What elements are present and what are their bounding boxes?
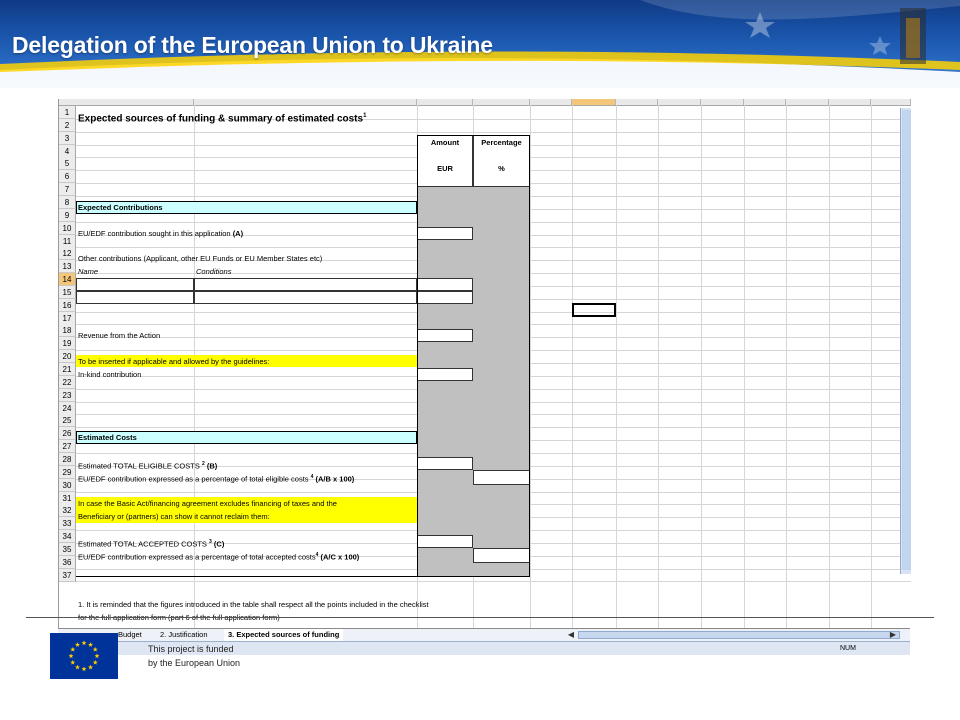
column-header[interactable]	[871, 99, 911, 105]
expected-contributions-label: Expected Contributions	[78, 203, 163, 212]
column-header[interactable]	[417, 99, 473, 105]
row-number[interactable]: 15	[59, 286, 76, 299]
slide-divider	[26, 617, 934, 618]
scroll-left-icon[interactable]: ◀	[567, 630, 575, 639]
other-contrib-conditions-row12[interactable]	[194, 278, 417, 291]
row-number[interactable]: 5	[59, 157, 76, 170]
table-bottom-border	[76, 576, 530, 577]
eu-contribution-label: EU/EDF contribution sought in this application (A)	[78, 229, 244, 238]
spreadsheet[interactable]	[58, 99, 911, 639]
amount-unit: EUR	[437, 164, 453, 173]
row-number[interactable]: 2	[59, 119, 76, 132]
horizontal-scrollbar[interactable]	[578, 631, 900, 639]
row-number[interactable]: 6	[59, 170, 76, 183]
column-header[interactable]	[572, 99, 616, 105]
banner-title: Delegation of the European Union to Ukraine	[12, 32, 493, 58]
percentage-header: Percentage	[481, 138, 522, 147]
row-number[interactable]: 8	[59, 196, 76, 209]
column-header[interactable]	[744, 99, 786, 105]
tab-budget[interactable]: Budget	[118, 630, 142, 639]
row-number[interactable]: 21	[59, 363, 76, 376]
eu-star-icon	[88, 665, 93, 670]
row-number[interactable]: 33	[59, 517, 76, 530]
scroll-right-icon[interactable]: ▶	[889, 630, 897, 639]
row-number[interactable]: 18	[59, 324, 76, 337]
column-header[interactable]	[616, 99, 658, 105]
eu-star-icon	[95, 653, 100, 658]
other-contrib-name-row12[interactable]	[76, 278, 194, 291]
eu-star-icon	[75, 642, 80, 647]
eu-pct-accepted-label: EU/EDF contribution expressed as a percentage of total accepted costs$^4$ (A/C x 100)	[78, 552, 360, 562]
row-number[interactable]: 17	[59, 312, 76, 325]
table-outer-border	[417, 135, 530, 577]
row-number[interactable]: 20	[59, 350, 76, 363]
other-contributions-label: Other contributions (Applicant, other EU Funds or EU Member States etc)	[78, 254, 323, 263]
eu-flag-icon	[50, 633, 118, 679]
row-number[interactable]: 1	[59, 106, 76, 119]
row-number[interactable]: 28	[59, 453, 76, 466]
column-gridline	[701, 105, 702, 639]
column-gridline	[744, 105, 745, 639]
column-header[interactable]	[194, 99, 417, 105]
vertical-scroll-thumb[interactable]	[902, 110, 911, 570]
header-banner	[0, 0, 960, 88]
eu-star-icon	[82, 666, 87, 671]
column-header[interactable]	[829, 99, 871, 105]
row-number[interactable]: 12	[59, 247, 76, 260]
other-contrib-conditions-row13[interactable]	[194, 291, 417, 304]
column-gridline	[616, 105, 617, 639]
funding-line2: by the European Union	[148, 658, 241, 668]
row-number[interactable]: 25	[59, 414, 76, 427]
row-number[interactable]: 37	[59, 569, 76, 582]
eu-star-icon	[93, 647, 98, 652]
eu-star-icon	[82, 640, 87, 645]
eu-star-icon	[69, 653, 74, 658]
eu-pct-eligible-label: EU/EDF contribution expressed as a percentage of total eligible costs $^4$ (A/B x 100)	[78, 474, 355, 484]
sheet-title: Expected sources of funding & summary of estimated costs$^1$	[78, 113, 367, 125]
column-header[interactable]	[658, 99, 701, 105]
eu-star-icon	[70, 660, 75, 665]
col-name-label: Name	[78, 267, 99, 276]
col-conditions-label: Conditions	[196, 267, 232, 276]
column-header[interactable]	[530, 99, 572, 105]
eu-star-icon	[70, 647, 75, 652]
column-gridline	[658, 105, 659, 639]
vertical-scrollbar[interactable]	[900, 108, 911, 574]
row-number[interactable]: 11	[59, 235, 76, 248]
eu-star-icon	[88, 642, 93, 647]
column-header-row	[59, 99, 911, 106]
revenue-label: Revenue from the Action	[78, 331, 161, 340]
row-number[interactable]: 29	[59, 466, 76, 479]
row-number[interactable]: 32	[59, 504, 76, 517]
row-number[interactable]: 22	[59, 376, 76, 389]
column-gridline	[786, 105, 787, 639]
row-number[interactable]: 9	[59, 209, 76, 222]
row-number[interactable]: 34	[59, 530, 76, 543]
sheet-tab-bar	[58, 628, 910, 641]
column-gridline	[572, 105, 573, 639]
eu-stars-icon	[50, 633, 118, 679]
status-bar	[118, 641, 910, 655]
row-number[interactable]: 3	[59, 132, 76, 145]
row-number[interactable]: 30	[59, 479, 76, 492]
total-eligible-label: Estimated TOTAL ELIGIBLE COSTS $^2$ (B)	[78, 461, 218, 471]
column-gridline	[829, 105, 830, 639]
column-header[interactable]	[701, 99, 744, 105]
row-number[interactable]: 19	[59, 337, 76, 350]
num-lock-indicator: NUM	[840, 645, 856, 652]
basic-act-line1: In case the Basic Act/financing agreement excludes financing of taxes and the	[78, 499, 337, 508]
column-header[interactable]	[76, 99, 194, 105]
in-kind-label: In-kind contribution	[78, 370, 142, 379]
row-number[interactable]: 24	[59, 402, 76, 415]
amount-header: Amount	[430, 138, 460, 147]
total-accepted-label: Estimated TOTAL ACCEPTED COSTS $^3$ (C)	[78, 539, 225, 549]
row-number[interactable]: 23	[59, 389, 76, 402]
column-gridline	[871, 105, 872, 639]
to-be-inserted-label: To be inserted if applicable and allowed by the guidelines:	[78, 357, 270, 366]
row-number[interactable]: 36	[59, 556, 76, 569]
footnote-line1: 1. It is reminded that the figures introduced in the table shall respect all the points included in the checklist	[78, 600, 429, 609]
row-number[interactable]: 10	[59, 222, 76, 235]
row-number[interactable]: 14	[59, 273, 76, 286]
column-header[interactable]	[786, 99, 829, 105]
selected-cell[interactable]	[572, 303, 616, 317]
percentage-unit: %	[498, 164, 505, 173]
row-number[interactable]: 26	[59, 427, 76, 440]
row-number[interactable]: 27	[59, 440, 76, 453]
row-number[interactable]: 35	[59, 543, 76, 556]
row-number[interactable]: 16	[59, 299, 76, 312]
eu-star-icon	[93, 660, 98, 665]
other-contrib-name-row13[interactable]	[76, 291, 194, 304]
funding-line1: This project is funded	[148, 644, 234, 654]
tab-expected-sources[interactable]: 3. Expected sources of funding	[224, 629, 343, 641]
basic-act-line2: Beneficiary or (partners) can show it cannot reclaim them:	[78, 512, 270, 521]
row-number[interactable]: 31	[59, 492, 76, 505]
eu-star-icon	[75, 665, 80, 670]
tab-justification[interactable]: 2. Justification	[160, 630, 208, 639]
footnote-line2: for the full application form (part 6 of the full application form)	[78, 613, 280, 622]
column-header[interactable]	[473, 99, 530, 105]
row-number[interactable]: 7	[59, 183, 76, 196]
row-number[interactable]: 4	[59, 145, 76, 158]
column-gridline	[530, 105, 531, 639]
estimated-costs-label: Estimated Costs	[78, 433, 137, 442]
row-number[interactable]: 13	[59, 260, 76, 273]
